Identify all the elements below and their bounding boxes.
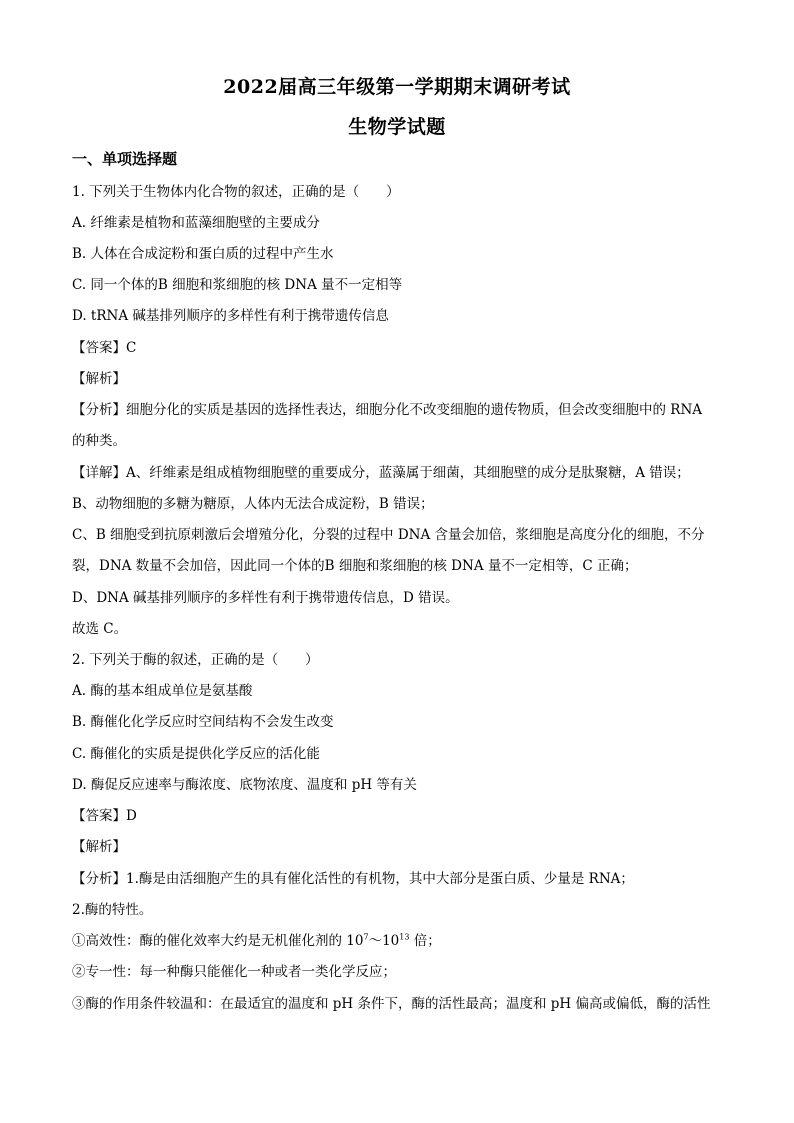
- question-2-answer: 【答案】D: [72, 808, 137, 824]
- question-1-explanation-line: 【详解】A、纤维素是组成植物细胞壁的重要成分，蓝藻属于细菌，其细胞壁的成分是肽聚糖，A 错误；: [72, 465, 690, 481]
- question-1-conclusion: 故选 C。: [72, 621, 128, 637]
- property-text: ①高效性：酶的催化效率大约是无机催化剂的 10: [72, 933, 364, 949]
- question-1-explanation-line: B、动物细胞的多糖为糖原，人体内无法合成淀粉，B 错误；: [72, 496, 434, 512]
- section-heading: 一、单项选择题: [72, 150, 178, 168]
- enzyme-property-efficiency: [72, 932, 724, 950]
- document-subtitle: 生物学试题: [348, 116, 446, 138]
- question-2-option-a: A. 酶的基本组成单位是氨基酸: [72, 683, 253, 699]
- question-2-explanation-line: 2.酶的特性。: [72, 902, 153, 918]
- question-1-analysis-label: 【解析】: [72, 371, 126, 387]
- enzyme-property-specificity: ②专一性：每一种酶只能催化一种或者一类化学反应；: [72, 964, 396, 980]
- enzyme-property-conditions: ③酶的作用条件较温和：在最适宜的温度和 pH 条件下，酶的活性最高；温度和 pH 偏高或偏低，酶的活性: [72, 996, 711, 1012]
- question-1-explanation-line: 的种类。: [72, 433, 126, 449]
- question-2-option-c: C. 酶催化的实质是提供化学反应的活化能: [72, 746, 320, 762]
- question-2-explanation-line: 【分析】1.酶是由活细胞产生的具有催化活性的有机物，其中大部分是蛋白质、少量是 RNA；: [72, 871, 634, 887]
- question-1-explanation-line: D、DNA 碱基排列顺序的多样性有利于携带遗传信息，D 错误。: [72, 590, 459, 606]
- question-1-option-c: C. 同一个体的B 细胞和浆细胞的核 DNA 量不一定相等: [72, 277, 403, 293]
- property-text: ～10: [368, 933, 400, 949]
- question-1-explanation-line: 裂，DNA 数量不会加倍，因此同一个体的B 细胞和浆细胞的核 DNA 量不一定相等，C 正确；: [72, 558, 638, 574]
- question-1-stem: 1. 下列关于生物体内化合物的叙述，正确的是（ ）: [72, 184, 400, 200]
- exponent: 13: [399, 932, 410, 942]
- question-1-option-b: B. 人体在合成淀粉和蛋白质的过程中产生水: [72, 246, 334, 262]
- question-2-analysis-label: 【解析】: [72, 839, 126, 855]
- question-1-answer: 【答案】C: [72, 340, 137, 356]
- question-2-option-d: D. 酶促反应速率与酶浓度、底物浓度、温度和 pH 等有关: [72, 777, 417, 793]
- question-2-stem: 2. 下列关于酶的叙述，正确的是（ ）: [72, 652, 319, 668]
- question-2-option-b: B. 酶催化化学反应时空间结构不会发生改变: [72, 714, 334, 730]
- question-1-option-a: A. 纤维素是植物和蓝藻细胞壁的主要成分: [72, 215, 320, 231]
- property-text: 倍；: [409, 933, 441, 949]
- question-1-explanation-line: C、B 细胞受到抗原刺激后会增殖分化，分裂的过程中 DNA 含量会加倍，浆细胞是高度分化的细胞，不分: [72, 527, 705, 543]
- question-1-option-d: D. tRNA 碱基排列顺序的多样性有利于携带遗传信息: [72, 308, 389, 324]
- document-title: 2022届高三年级第一学期期末调研考试: [223, 76, 571, 98]
- question-1-explanation-line: 【分析】细胞分化的实质是基因的选择性表达，细胞分化不改变细胞的遗传物质，但会改变细胞中的 RNA: [72, 402, 703, 418]
- exponent: 7: [363, 932, 369, 942]
